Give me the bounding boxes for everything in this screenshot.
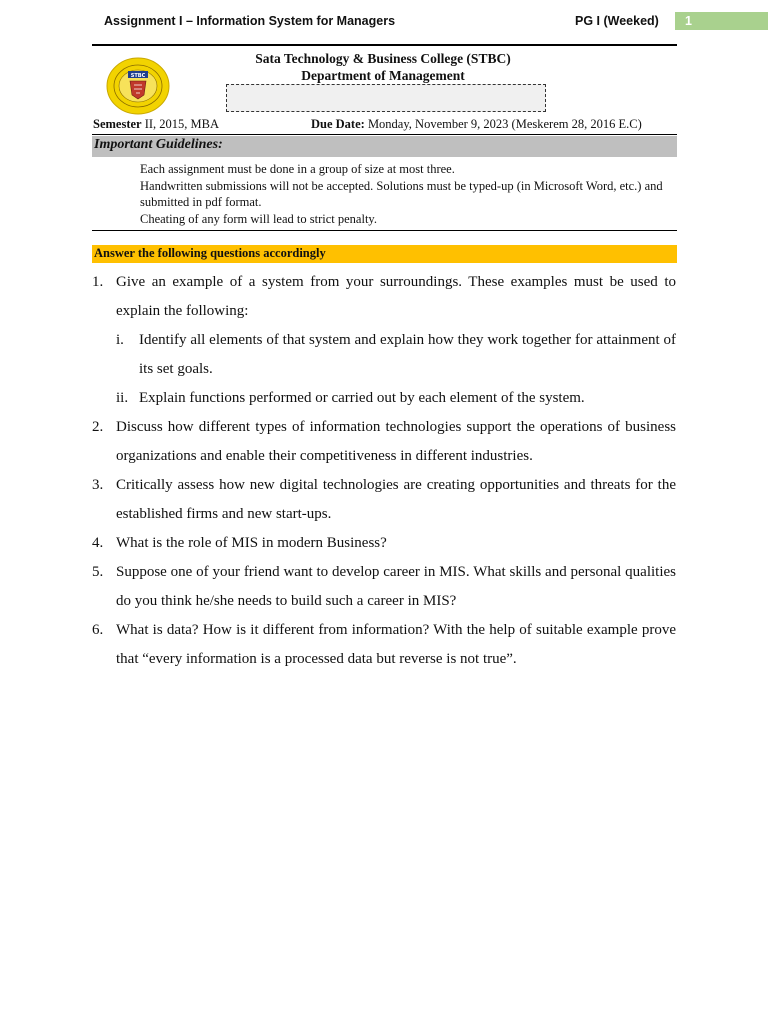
- question-item: [92, 413, 676, 471]
- meta-divider: [92, 134, 677, 135]
- question-number: 6.: [92, 622, 104, 638]
- question-text: Give an example of a system from your surroundings. These examples must be used to explain the following:: [116, 274, 676, 319]
- sub-question-item: [92, 384, 676, 413]
- guideline-item: Each assignment must be done in a group of size at most three.: [140, 162, 455, 176]
- guideline-item: Cheating of any form will lead to strict penalty.: [140, 212, 377, 226]
- sub-question-item: [92, 326, 676, 384]
- due-date-value: Monday, November 9, 2023 (Meskerem 28, 2016 E.C): [364, 117, 642, 131]
- question-number: 5.: [92, 564, 104, 580]
- answer-instruction: Answer the following questions accordingly: [94, 246, 326, 260]
- sub-question-text: Explain functions performed or carried out by each element of the system.: [139, 390, 585, 406]
- due-date-info: [311, 117, 642, 132]
- college-heading: [190, 50, 576, 84]
- svg-text:STBC: STBC: [130, 73, 146, 79]
- semester-value: II, 2015, MBA: [141, 117, 220, 131]
- question-number: 1.: [92, 274, 104, 290]
- question-item: [92, 471, 676, 529]
- guidelines-list: [140, 161, 676, 228]
- program-label: PG I (Weeked): [575, 14, 659, 28]
- sub-question-number: ii.: [116, 390, 129, 406]
- question-item: [92, 558, 676, 616]
- page-number-tab: 1: [675, 12, 768, 30]
- questions-list: [92, 268, 676, 674]
- sub-question-text: Identify all elements of that system and explain how they work together for attainment of its set goals.: [139, 332, 676, 377]
- question-text: Critically assess how new digital technologies are creating opportunities and threats for the established firms and new start-ups.: [116, 477, 676, 522]
- college-name: Sata Technology & Business College (STBC): [255, 51, 511, 66]
- guidelines-divider: [92, 230, 677, 231]
- question-item: [92, 529, 676, 558]
- document-header-title: Assignment I – Information System for Managers: [104, 14, 396, 28]
- guidelines-title: Important Guidelines:: [94, 137, 223, 152]
- guideline-item: Handwritten submissions will not be accepted. Solutions must be typed-up (in Microsoft Word, etc.) and submitted in pdf format.: [140, 179, 663, 209]
- question-number: 3.: [92, 477, 104, 493]
- question-number: 4.: [92, 535, 104, 551]
- question-text: What is data? How is it different from information? With the help of suitable example prove that “every information is a processed data but reverse is not true”.: [116, 622, 676, 667]
- question-text: Suppose one of your friend want to develop career in MIS. What skills and personal qualities do you think he/she needs to build such a career in MIS?: [116, 564, 676, 609]
- question-item: [92, 616, 676, 674]
- question-number: 2.: [92, 419, 104, 435]
- question-text: What is the role of MIS in modern Business?: [116, 535, 387, 551]
- blank-placeholder-box: [226, 84, 546, 112]
- semester-label: Semester: [93, 117, 142, 131]
- due-date-label: Due Date:: [311, 117, 365, 131]
- question-text: Discuss how different types of information technologies support the operations of business organizations and enable their competitiveness in different industries.: [116, 419, 676, 464]
- header-divider: [92, 44, 677, 46]
- question-item: [92, 268, 676, 326]
- sub-question-number: i.: [116, 332, 124, 348]
- department-name: Department of Management: [301, 68, 465, 83]
- college-logo-icon: [106, 57, 170, 115]
- semester-info: [93, 117, 219, 132]
